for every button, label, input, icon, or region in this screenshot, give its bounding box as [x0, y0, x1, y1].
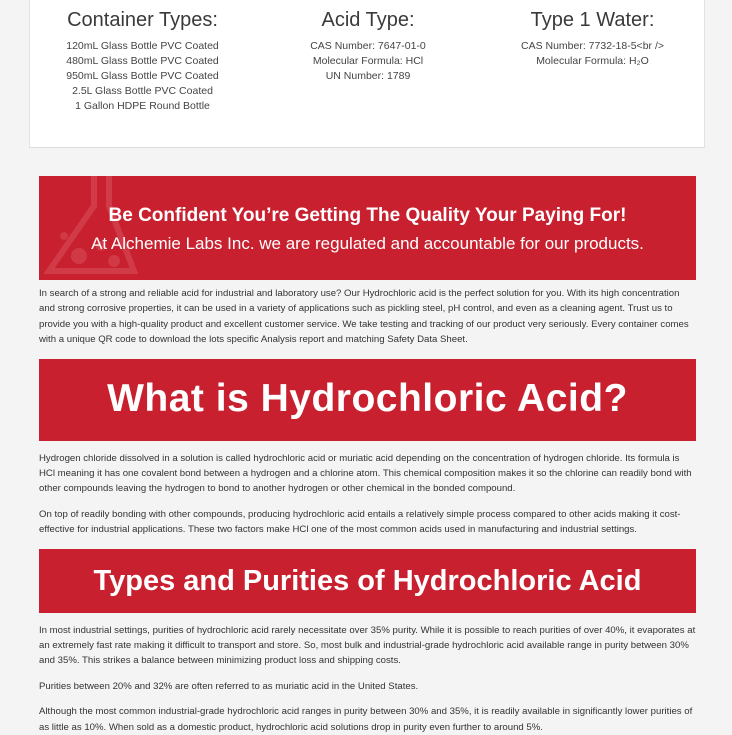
what-paragraph: On top of readily bonding with other compounds, producing hydrochloric acid entails a relatively simple process compared to other acids making it cost-effective for industrial applications. These two factors make HCl one of the most common acids used in manufacturing and industrial settings.: [39, 508, 681, 536]
main-content: [39, 176, 696, 735]
quality-headline: Be Confident You’re Getting The Quality Your Paying For!: [108, 205, 627, 226]
acid-type-column: [268, 8, 468, 84]
acid-molecular-formula: Molecular Formula: HCl: [312, 55, 424, 67]
what-is-hcl-heading: What is Hydrochloric Acid?: [39, 359, 696, 441]
product-info-card: [29, 0, 705, 148]
container-type-item: 1 Gallon HDPE Round Bottle: [75, 100, 210, 112]
intro-paragraph: In search of a strong and reliable acid for industrial and laboratory use? Our Hydrochloric acid is the perfect solution for you. With its high concentration and strong corrosive properties, it can be used in a variety of applications such as pickling steel, pH control, and even as a cleaning agent. Trust us to provide you with a high-quality product and excellent customer service. We take testing and tracking of our product very seriously. Every container comes with a unique QR code to download the lots specific Analysis report and matching Safety Data Sheet.: [39, 288, 689, 346]
water-type-column: [490, 8, 695, 69]
acid-type-title: Acid Type:: [321, 9, 415, 31]
acid-un-number: UN Number: 1789: [325, 70, 411, 82]
types-paragraph: Although the most common industrial-grade hydrochloric acid ranges in purity between 30% and 35%, it is readily available in significantly lower purities of as little as 10%. When sold as a domestic product, hydrochloric acid solutions drop in purity even further to around 5%.: [39, 706, 693, 733]
container-types-title: Container Types:: [67, 9, 218, 31]
water-cas-number: CAS Number: 7732-18-5<br />: [521, 40, 664, 52]
water-molecular-formula: Molecular Formula: H₂O: [536, 55, 649, 67]
quality-subheadline: At Alchemie Labs Inc. we are regulated and accountable for our products.: [91, 234, 644, 253]
water-type-title: Type 1 Water:: [530, 9, 655, 31]
acid-cas-number: CAS Number: 7647-01-0: [310, 40, 426, 52]
container-types-column: [40, 8, 245, 114]
container-type-item: 950mL Glass Bottle PVC Coated: [66, 70, 219, 82]
quality-banner: [39, 176, 696, 280]
container-type-item: 480mL Glass Bottle PVC Coated: [66, 55, 219, 67]
container-type-item: 120mL Glass Bottle PVC Coated: [66, 40, 219, 52]
what-paragraph: Hydrogen chloride dissolved in a solution is called hydrochloric acid or muriatic acid depending on the concentration of hydrogen chloride. Its formula is HCl meaning it has one covalent bond between a hydrogen and a chlorine atom. This chemical composition makes it so the chlorine can readily bond with other compounds leaving the hydrogen to bond to another hydrogen or other chemical in the bonded compound.: [39, 452, 692, 495]
flask-watermark-icon: [39, 176, 189, 280]
types-purities-heading: Types and Purities of Hydrochloric Acid: [39, 549, 696, 613]
types-paragraph: Purities between 20% and 32% are often referred to as muriatic acid in the United States.: [39, 680, 419, 692]
container-type-item: 2.5L Glass Bottle PVC Coated: [72, 85, 213, 97]
types-paragraph: In most industrial settings, purities of hydrochloric acid rarely necessitate over 35% purity. While it is possible to reach purities of over 40%, it evaporates at an extremely fast rate making it difficult to transport and store. So, most bulk and industrial-grade hydrochloric acid available range in purity between 30% and 35%. This strikes a balance between minimizing product loss and shipping costs.: [39, 624, 696, 667]
